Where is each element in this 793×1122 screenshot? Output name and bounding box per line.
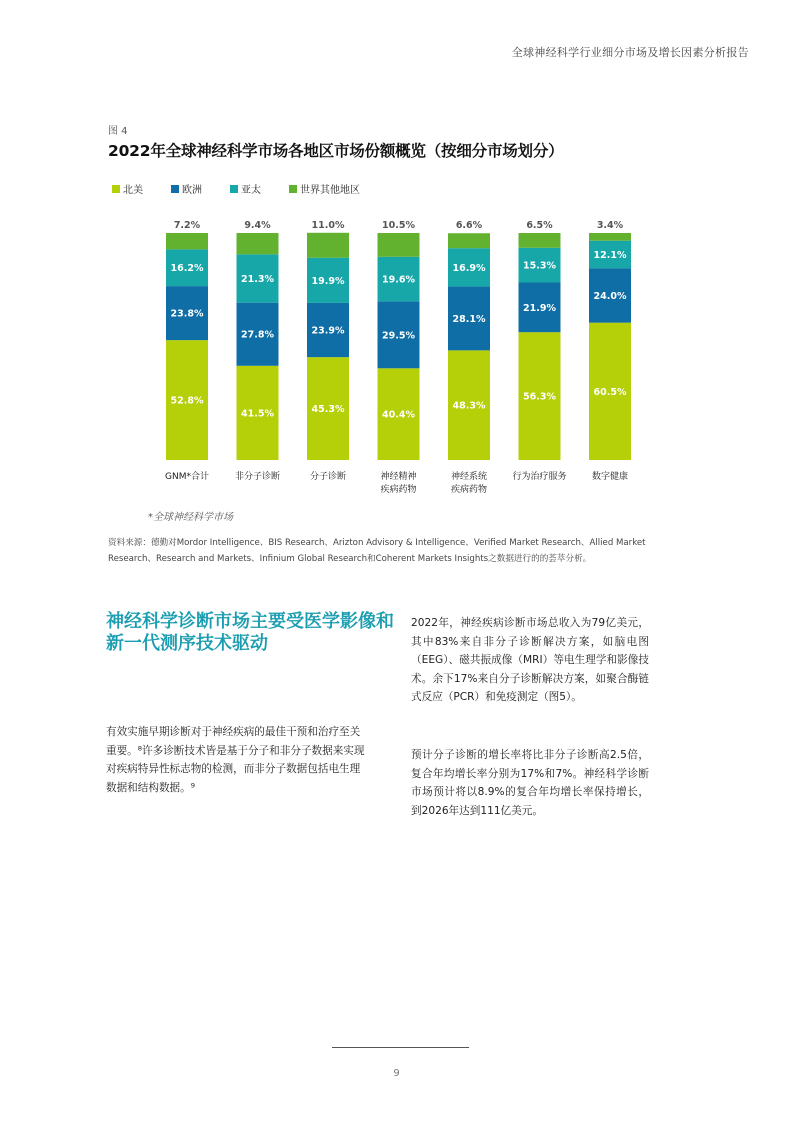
category-label-4-line-2: 疾病药物	[450, 485, 488, 495]
category-label-3-line-2: 疾病药物	[380, 485, 417, 495]
category-label-6: 数字健康	[591, 472, 629, 482]
legend-label-asia-pacific: 亚太	[241, 185, 261, 196]
data-label-north-america-6: 60.5%	[593, 386, 627, 398]
data-label-europe-2: 23.9%	[311, 325, 345, 337]
data-label-europe-0: 23.8%	[170, 308, 204, 320]
figure-footnote: *全球神经科学市场	[148, 512, 233, 523]
stacked-bar-chart	[0, 0, 793, 500]
legend-label-rest-of-world: 世界其他地区	[300, 185, 360, 196]
data-label-rest-of-world-3: 10.5%	[382, 220, 415, 231]
category-label-1: 非分子诊断	[234, 472, 281, 482]
figure-label: 图 4	[108, 126, 128, 137]
bar-segment-rest-of-world-0	[166, 233, 208, 249]
data-label-north-america-0: 52.8%	[170, 395, 204, 407]
figure-title: 2022年全球神经科学市场各地区市场份额概览（按细分市场划分）	[108, 142, 564, 160]
data-label-asia-pacific-3: 19.6%	[382, 274, 415, 286]
data-label-rest-of-world-5: 6.5%	[526, 220, 553, 231]
category-label-2: 分子诊断	[309, 472, 347, 482]
legend-label-north-america: 北美	[123, 185, 143, 196]
data-label-north-america-4: 48.3%	[452, 400, 486, 412]
data-label-asia-pacific-5: 15.3%	[523, 260, 556, 272]
data-label-europe-3: 29.5%	[382, 330, 415, 342]
category-label-4: 神经系统	[450, 472, 488, 482]
section-heading: 神经科学诊断市场主要受医学影像和新一代测序技术驱动	[106, 611, 394, 654]
bar-segment-rest-of-world-3	[378, 233, 420, 257]
data-label-north-america-5: 56.3%	[523, 391, 556, 403]
data-label-asia-pacific-1: 21.3%	[241, 274, 274, 286]
bar-segment-rest-of-world-4	[448, 233, 490, 248]
footer-divider	[332, 1047, 469, 1048]
right-paragraph-2: 预计分子诊断的增长率将比非分子诊断高2.5倍，复合年均增长率分别为17%和7%。神经科学诊断市场预计将以8.9%的复合年均增长率保持增长，到2026年达到111亿美元。	[411, 749, 649, 817]
data-label-rest-of-world-6: 3.4%	[596, 220, 624, 231]
category-label-5: 行为治疗服务	[512, 472, 567, 482]
report-header-title: 全球神经科学行业细分市场及增长因素分析报告	[511, 46, 749, 59]
category-label-3: 神经精神	[380, 472, 417, 482]
data-label-north-america-1: 41.5%	[241, 408, 274, 420]
data-label-north-america-3: 40.4%	[382, 409, 415, 421]
data-label-rest-of-world-0: 7.2%	[173, 220, 201, 231]
page-number: 9	[393, 1068, 400, 1079]
data-label-asia-pacific-0: 16.2%	[170, 263, 204, 275]
data-label-rest-of-world-4: 6.6%	[455, 220, 483, 232]
data-label-asia-pacific-2: 19.9%	[311, 275, 345, 287]
bar-segment-rest-of-world-2	[307, 233, 349, 258]
legend-label-europe: 欧洲	[182, 185, 202, 196]
bar-segment-rest-of-world-5	[519, 233, 561, 248]
right-paragraph-1: 2022年，神经疾病诊断市场总收入为79亿美元，其中83%来自非分子诊断解决方案，如脑电图（EEG）、磁共振成像（MRI）等电生理学和影像技术。余下17%来自分子诊断解决方案，如聚合酶链式反应（PCR）和免疫测定（图5）。	[411, 617, 649, 703]
data-label-europe-6: 24.0%	[593, 290, 627, 302]
data-label-europe-4: 28.1%	[452, 313, 486, 325]
data-label-europe-1: 27.8%	[241, 329, 274, 341]
left-paragraph: 有效实施早期诊断对于神经疾病的最佳干预和治疗至关重要。⁸许多诊断技术皆是基于分子和非分子数据来实现对疾病特异性标志物的检测，而非分子数据包括电生理数据和结构数据。⁹	[106, 726, 365, 794]
bar-segment-rest-of-world-1	[237, 233, 279, 254]
data-label-europe-5: 21.9%	[523, 302, 556, 314]
data-label-north-america-2: 45.3%	[311, 404, 345, 416]
figure-source: 资料来源：德勤对Mordor Intelligence、BIS Research、Arizton Advisory & Intelligence、Verified Market Research、Allied Market Research、Research and Markets、Infinium Global Research和Coherent Markets Insights之数据进行的的荟萃分析。	[108, 538, 646, 564]
data-label-rest-of-world-2: 11.0%	[311, 219, 345, 231]
data-label-rest-of-world-1: 9.4%	[244, 220, 271, 231]
bar-segment-rest-of-world-6	[589, 233, 631, 241]
category-label-0: GNM*合计	[165, 472, 209, 482]
data-label-asia-pacific-6: 12.1%	[593, 249, 627, 261]
data-label-asia-pacific-4: 16.9%	[452, 262, 486, 274]
